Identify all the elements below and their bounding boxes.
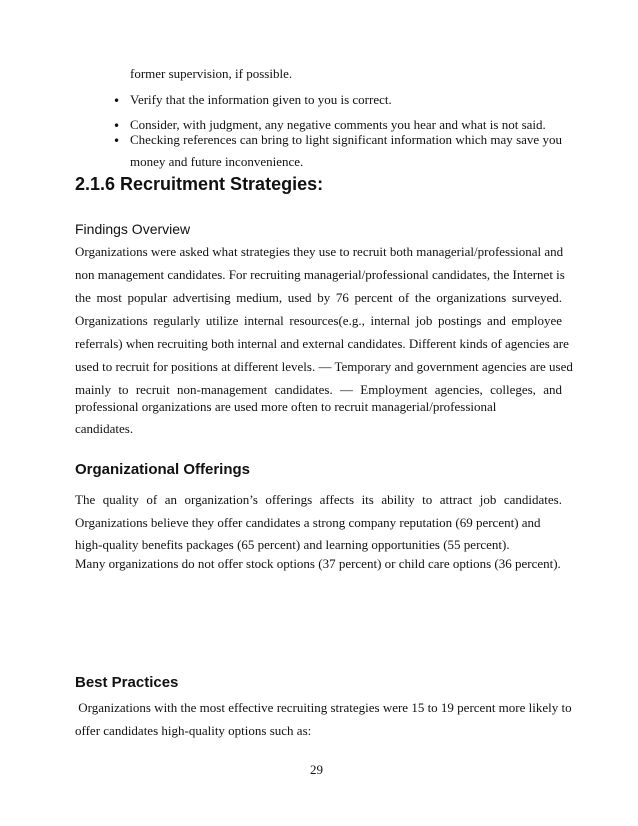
paragraph-line: Organizations were asked what strategies they use to recruit both managerial/professional and <box>75 244 564 259</box>
paragraph-line: mainly to recruit non-management candidates. — Employment agencies, colleges, and <box>75 382 562 397</box>
list-item: Checking references can bring to light significant information which may save you <box>130 132 562 147</box>
paragraph-line: The quality of an organization’s offerings affects its ability to attract job candidates. <box>75 492 562 507</box>
bullet-icon: • <box>113 94 121 108</box>
bullet-icon: • <box>113 134 121 148</box>
subsection-heading: Findings Overview <box>75 221 191 237</box>
paragraph-line: Many organizations do not offer stock options (37 percent) or child care options (36 percent). <box>75 556 561 571</box>
list-item-continuation: money and future inconvenience. <box>130 154 304 169</box>
paragraph-line: Organizations with the most effective recruiting strategies were 15 to 19 percent more likely to <box>75 700 572 715</box>
section-heading: 2.1.6 Recruitment Strategies: <box>75 174 324 194</box>
paragraph-line: Organizations believe they offer candidates a strong company reputation (69 percent) and <box>75 515 541 530</box>
paragraph-line: Organizations regularly utilize internal resources(e.g., internal job postings and employee <box>75 313 562 328</box>
paragraph-line: referrals) when recruiting both internal and external candidates. Different kinds of agencies are <box>75 336 569 351</box>
paragraph-line: used to recruit for positions at different levels. — Temporary and government agencies are used <box>75 359 573 374</box>
list-continuation: former supervision, if possible. <box>130 66 293 81</box>
page-number: 29 <box>310 762 323 777</box>
list-item: Verify that the information given to you is correct. <box>130 92 392 107</box>
paragraph-line: non management candidates. For recruiting managerial/professional candidates, the Internet is <box>75 267 565 282</box>
paragraph-line: professional organizations are used more often to recruit managerial/professional <box>75 399 497 414</box>
paragraph-line: candidates. <box>75 421 134 436</box>
paragraph-line: the most popular advertising medium, used by 76 percent of the organizations surveyed. <box>75 290 562 305</box>
section-heading: Best Practices <box>75 674 179 691</box>
paragraph-line: high-quality benefits packages (65 percent) and learning opportunities (55 percent). <box>75 537 510 552</box>
bullet-icon: • <box>113 119 121 133</box>
section-heading: Organizational Offerings <box>75 461 251 478</box>
list-item: Consider, with judgment, any negative comments you hear and what is not said. <box>130 117 546 132</box>
paragraph-line: offer candidates high-quality options such as: <box>75 723 312 738</box>
